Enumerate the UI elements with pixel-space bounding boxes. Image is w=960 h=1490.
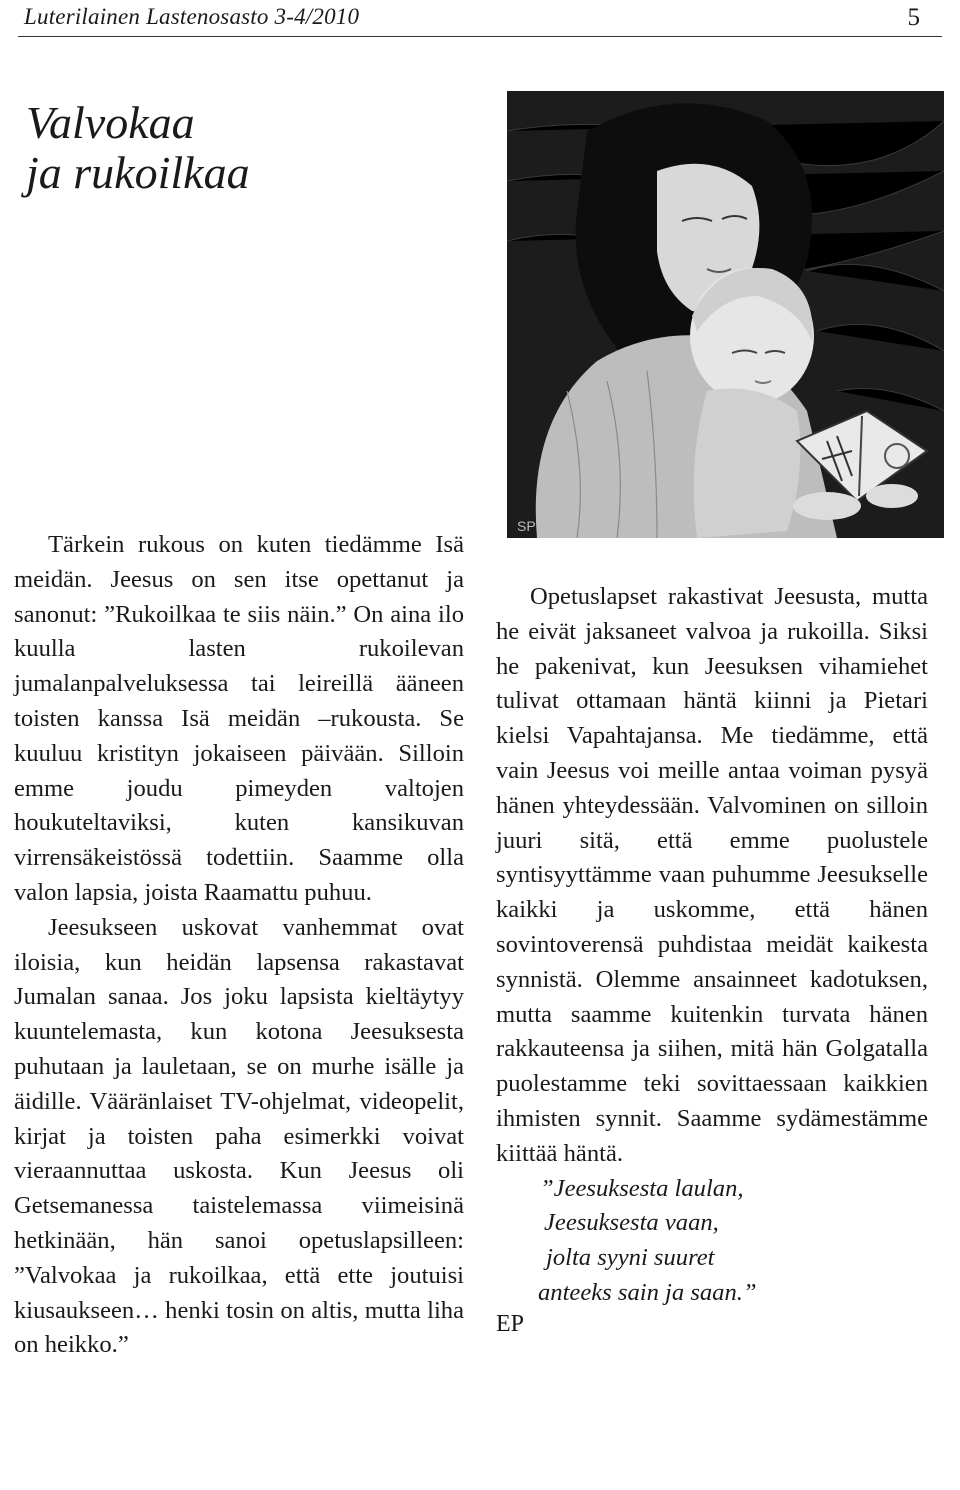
verse-line: anteeks sain ja saan.” bbox=[538, 1278, 757, 1306]
artist-mark: SP bbox=[517, 518, 536, 534]
article-title bbox=[26, 98, 386, 198]
verse-line: ”Jeesuksesta laulan, bbox=[540, 1174, 744, 1202]
right-column bbox=[496, 580, 928, 1342]
header-rule bbox=[18, 36, 942, 37]
running-head: Luterilainen Lastenosasto 3-4/2010 bbox=[24, 4, 360, 29]
title-line-1: Valvokaa bbox=[26, 97, 195, 148]
paragraph-2: Jeesukseen uskovat vanhemmat ovat iloisia, kun heidän lapsensa rakastavat Jumalan sanaa. Jos joku lapsista kieltäytyy kuuntelemasta, kun kotona Jeesuksesta puhutaan ja lauletaan, se on murhe isälle ja äidille. Vääränlaiset TV-ohjelmat, videopelit, kirjat ja toisten paha esimerkki voivat vieraannuttaa uskosta. Kun Jeesus oli Getsemanessa taistelemassa viimeisinä hetkinään, hän sanoi opetuslapsilleen: ”Valvokaa ja rukoilkaa, että ette joutuisi kiusaukseen… henki tosin on altis, mutta liha on heikko.” bbox=[14, 913, 464, 1359]
author-signature: EP bbox=[496, 1310, 525, 1337]
paragraph-1: Tärkein rukous on kuten tiedämme Isä meidän. Jeesus on sen itse opettanut ja sanonut: ”Rukoilkaa te siis näin.” On aina ilo kuulla lasten rukoilevan jumalanpalveluksessa tai leireillä ääneen toisten kanssa Isä meidän –rukousta. Se kuuluu kristityn jokaiseen päivään. Silloin emme joudu pimeyden valtojen houkuteltaviksi, kuten kansikuvan virrensäkeistössä todettiin. Saamme olla valon lapsia, joista Raamattu puhuu. bbox=[14, 531, 464, 906]
title-line-2: ja rukoilkaa bbox=[26, 147, 250, 198]
paragraph-3: Opetuslapset rakastivat Jeesusta, mutta he eivät jaksaneet valvoa ja rukoilla. Siksi he pakenivat, kun Jeesuksen vihamiehet tulivat ottamaan häntä kiinni ja Pietari kielsi Vapahtajansa. Me tiedämme, että vain Jeesus voi meille antaa voiman pysyä hänen yhteydessään. Valvominen on silloin juuri sitä, että emme puolustele syntisyyttämme vaan puhumme Jeesukselle kaikki ja uskomme, että hänen sovintoverensä puhdistaa meidät kaikesta synnistä. Olemme ansainneet kadotuksen, mutta saamme kuitenkin turvata hänen rakkauteensa ja siihen, mitä hän Golgatalla puolestamme teki sovittaessaan kaikkien ihmisten synnit. Saamme sydämestämme kiittää häntä. bbox=[496, 583, 928, 1167]
page-number: 5 bbox=[907, 4, 920, 31]
illustration-mother-and-child-icon bbox=[507, 91, 944, 538]
verse-line: jolta syyni suuret bbox=[546, 1244, 715, 1272]
left-column bbox=[14, 528, 464, 1363]
hymn-verse bbox=[496, 1172, 928, 1311]
verse-line: Jeesuksesta vaan, bbox=[544, 1209, 719, 1237]
